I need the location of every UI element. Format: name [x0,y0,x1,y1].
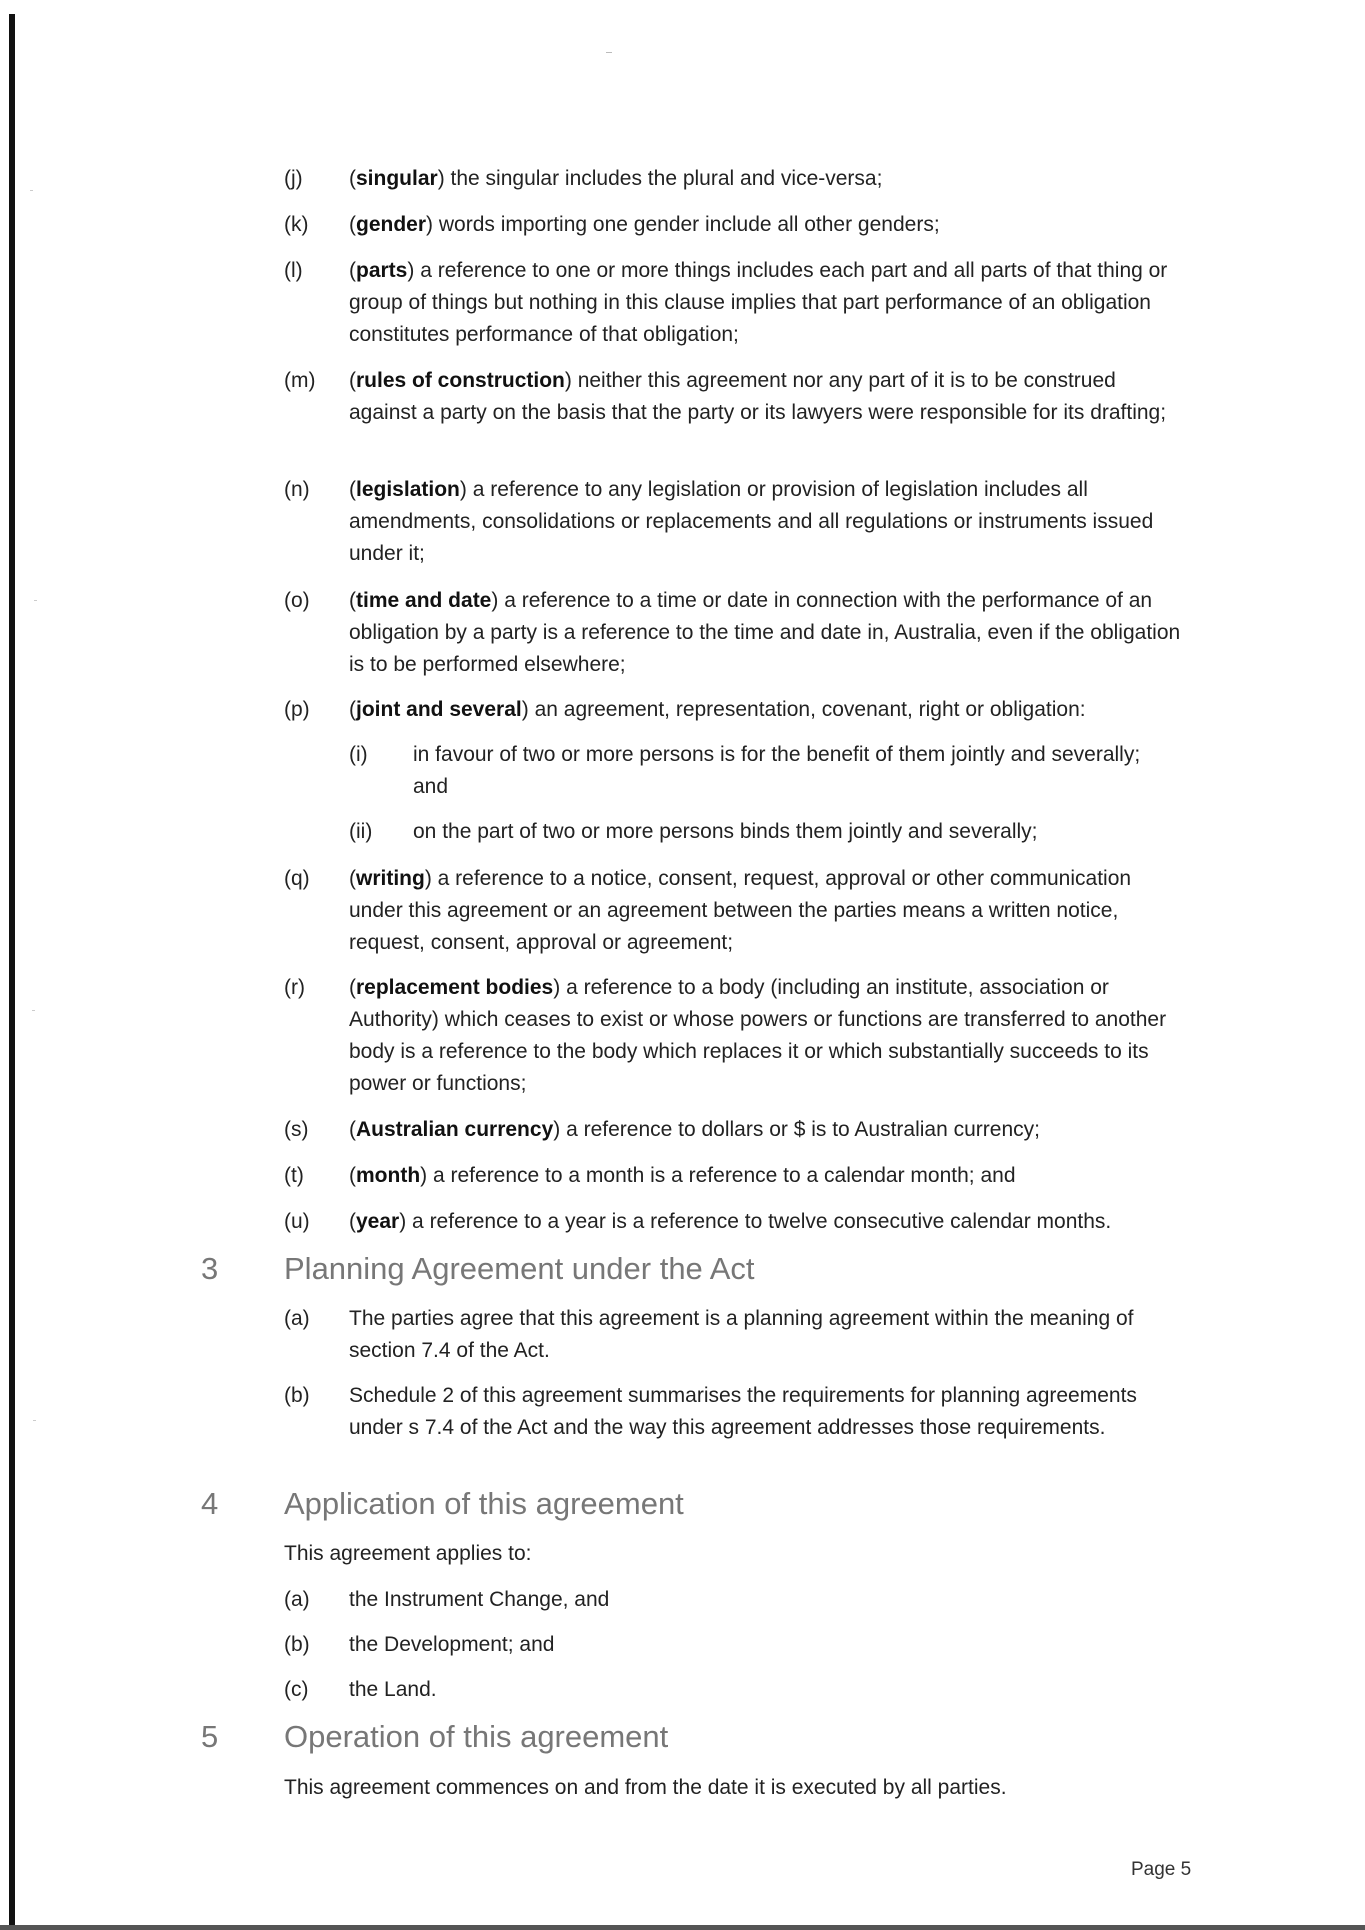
item-text: a reference to a year is a reference to twelve consecutive calendar months. [406,1210,1112,1233]
scan-artifact-mark [606,52,612,53]
item-text: a reference to a body (including an institute, association or Authority) which ceases to exist or whose powers or functions are transferred to another body is a reference to the body which replaces it or which substantially succeeds to its power or functions; [349,976,1167,1095]
item-text: words importing one gender include all other genders; [433,213,940,236]
item-text: the Instrument Change, and [349,1588,610,1611]
item-label: (p) [284,698,310,721]
item-heading: Australian currency [356,1118,554,1141]
item-text: a reference to a time or date in connection with the performance of an obligation by a party is a reference to the time and date in, Australia, even if the obligation is to be performed elsewhere; [349,589,1181,676]
item-heading: writing [356,867,425,890]
item-label: (l) [284,259,303,282]
scan-speck [33,1420,36,1421]
item-label: (m) [284,369,316,392]
item-label: (c) [284,1678,309,1701]
item-label: (o) [284,589,310,612]
scan-left-border [9,14,15,1930]
item-label: (b) [284,1384,310,1407]
clause-4-intro: This agreement applies to: [284,1542,532,1565]
item-label: (q) [284,867,310,890]
clause-title: Planning Agreement under the Act [284,1251,755,1286]
item-heading: month [356,1164,421,1187]
subitem-text: on the part of two or more persons binds them jointly and severally; [413,820,1038,843]
subitem-label: (i) [349,743,368,766]
item-heading: year [356,1210,400,1233]
clause-number: 3 [201,1251,219,1286]
item-label: (k) [284,213,309,236]
item-label: (n) [284,478,310,501]
item-heading: replacement bodies [356,976,554,999]
item-heading: rules of construction [356,369,565,392]
item-heading: joint and several [356,698,522,721]
item-text: the singular includes the plural and vice-versa; [444,167,883,190]
scan-speck [34,600,37,601]
page-number: Page 5 [1131,1859,1192,1880]
subitem-label: (ii) [349,820,373,843]
item-label: (r) [284,976,305,999]
clause-5-text: This agreement commences on and from the date it is executed by all parties. [284,1776,1007,1799]
item-label: (j) [284,167,303,190]
item-text: The parties agree that this agreement is a planning agreement within the meaning of section 7.4 of the Act. [349,1307,1134,1362]
clause-title: Operation of this agreement [284,1719,669,1754]
item-heading: singular [356,167,438,190]
item-text: neither this agreement nor any part of it is to be construed against a party on the basis that the party or its lawyers were responsible for its drafting; [349,369,1167,424]
item-text: Schedule 2 of this agreement summarises the requirements for planning agreements under s 7.4 of the Act and the way this agreement addresses those requirements. [349,1384,1137,1439]
item-heading: parts [356,259,408,282]
item-heading: time and date [356,589,492,612]
item-label: (t) [284,1164,304,1187]
item-label: (a) [284,1588,310,1611]
clause-title: Application of this agreement [284,1486,684,1521]
item-text: a reference to one or more things includes each part and all parts of that thing or group of things but nothing in this clause implies that part performance of an obligation constitutes performance of that obligation; [349,259,1168,346]
item-heading: legislation [356,478,460,501]
item-text: a reference to a month is a reference to a calendar month; and [427,1164,1016,1187]
subitem-text: in favour of two or more persons is for the benefit of them jointly and severally; and [413,743,1141,798]
item-label: (u) [284,1210,310,1233]
item-text: a reference to a notice, consent, request, approval or other communication under this agreement or an agreement between the parties means a written notice, request, consent, approval or agreement; [349,867,1132,954]
item-text: the Development; and [349,1633,555,1656]
item-label: (s) [284,1118,309,1141]
item-label: (a) [284,1307,310,1330]
scan-bottom-border [0,1925,1365,1930]
item-text: the Land. [349,1678,437,1701]
item-text: a reference to any legislation or provision of legislation includes all amendments, consolidations or replacements and all regulations or instruments issued under it; [349,478,1154,565]
item-text: a reference to dollars or $ is to Australian currency; [560,1118,1040,1141]
scan-speck [30,190,33,191]
item-heading: gender [356,213,427,236]
clause-number: 5 [201,1719,219,1754]
item-label: (b) [284,1633,310,1656]
scan-speck [32,1010,35,1011]
clause-number: 4 [201,1486,219,1521]
item-text: an agreement, representation, covenant, right or obligation: [528,698,1086,721]
